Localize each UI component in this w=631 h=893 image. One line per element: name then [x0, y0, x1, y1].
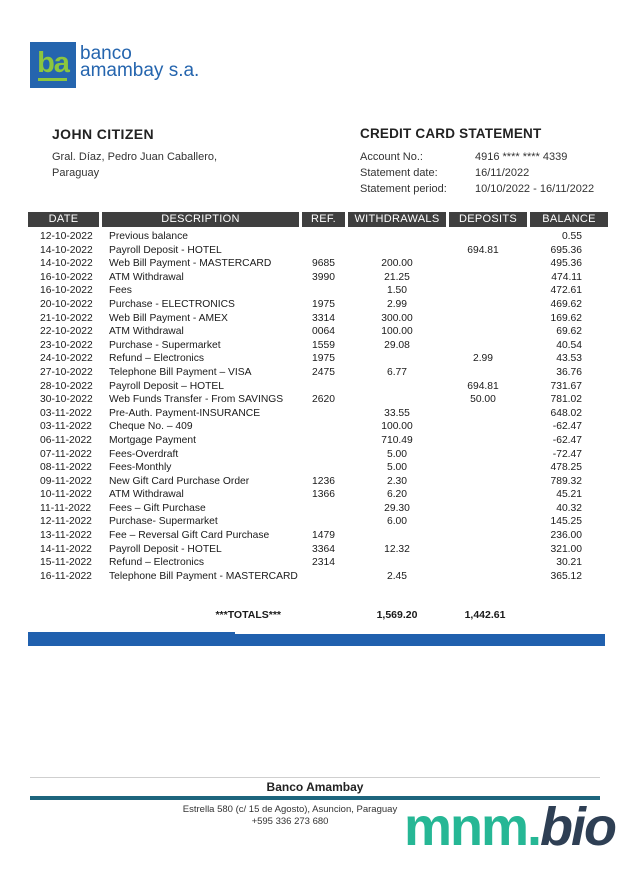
cell-balance: 781.02 [550, 394, 582, 406]
cell-balance: 40.32 [556, 502, 582, 514]
table-row [28, 366, 608, 380]
footer-top-divider [30, 777, 600, 778]
cell-description: ATM Withdrawal [109, 271, 184, 283]
cell-withdrawals: 2.45 [386, 570, 408, 582]
table-row [28, 257, 608, 271]
cell-description: Refund – Electronics [109, 353, 205, 365]
cell-description: Web Bill Payment - MASTERCARD [109, 258, 272, 270]
cell-balance: 789.32 [550, 475, 582, 487]
cell-balance: 45.21 [556, 489, 582, 501]
cell-date: 16-11-2022 [40, 570, 92, 582]
cell-ref: 3364 [312, 543, 335, 555]
cell-description: ATM Withdrawal [109, 489, 184, 501]
statement-field-account [360, 149, 610, 165]
table-row [28, 380, 608, 394]
table-row [28, 244, 608, 258]
account-number-value: 4916 **** **** 4339 [475, 151, 568, 163]
cell-description: Payroll Deposit - HOTEL [109, 543, 222, 555]
blue-separator-bar [28, 634, 605, 646]
header-ref: REF. [302, 212, 345, 227]
bank-logo-icon [30, 42, 76, 88]
cell-description: Fees-Monthly [109, 462, 172, 474]
cell-ref: 1559 [312, 339, 335, 351]
cell-withdrawals: 300.00 [381, 312, 413, 324]
cell-balance: 30.21 [556, 557, 582, 569]
table-row [28, 461, 608, 475]
table-row [28, 434, 608, 448]
bank-logo-underline [38, 78, 67, 81]
cell-description: Web Funds Transfer - From SAVINGS [109, 394, 284, 406]
statement-title: CREDIT CARD STATEMENT [360, 126, 542, 141]
cell-withdrawals: 6.00 [386, 516, 408, 528]
cell-description: Purchase - Supermarket [109, 339, 221, 351]
cell-withdrawals: 29.08 [384, 339, 410, 351]
cell-balance: 472.61 [550, 285, 582, 297]
cell-balance: 36.76 [556, 366, 582, 378]
cell-date: 07-11-2022 [40, 448, 92, 460]
table-row [28, 502, 608, 516]
cell-date: 27-10-2022 [40, 366, 93, 378]
cell-date: 12-10-2022 [40, 231, 93, 242]
table-row [28, 284, 608, 298]
cell-balance: -62.47 [552, 434, 582, 446]
cell-deposits: 694.81 [467, 244, 499, 256]
cell-date: 03-11-2022 [40, 421, 92, 433]
cell-deposits: 2.99 [472, 353, 494, 365]
header-balance: BALANCE [530, 212, 608, 227]
totals-row [28, 609, 608, 623]
cell-date: 15-11-2022 [40, 557, 92, 569]
table-row [28, 488, 608, 502]
totals-label: ***TOTALS*** [215, 609, 281, 622]
table-row [28, 556, 608, 570]
cell-withdrawals: 5.00 [386, 462, 408, 474]
table-row [28, 230, 608, 244]
customer-block [52, 126, 217, 181]
footer-address: Estrella 580 (c/ 15 de Agosto), Asuncion, Paraguay [182, 804, 398, 815]
totals-deposits: 1,442.61 [464, 609, 506, 622]
table-header [28, 212, 608, 227]
table-row [28, 339, 608, 353]
cell-description: Web Bill Payment - AMEX [109, 312, 228, 324]
cell-withdrawals: 6.20 [386, 489, 408, 501]
cell-description: ATM Withdrawal [109, 326, 184, 338]
cell-ref: 2314 [312, 557, 335, 569]
cell-date: 16-10-2022 [40, 285, 93, 297]
table-row [28, 448, 608, 462]
cell-balance: 474.11 [551, 271, 582, 283]
cell-date: 24-10-2022 [40, 353, 93, 365]
cell-date: 22-10-2022 [40, 326, 93, 338]
cell-description: Previous balance [109, 231, 188, 242]
cell-date: 06-11-2022 [40, 434, 92, 446]
cell-withdrawals: 12.32 [384, 543, 410, 555]
cell-description: Refund – Electronics [109, 557, 205, 569]
cell-balance: -72.47 [552, 448, 582, 460]
cell-withdrawals: 2.99 [386, 298, 408, 310]
account-number-label: Account No.: [360, 151, 423, 163]
cell-ref: 2620 [312, 394, 335, 406]
statement-date-value: 16/11/2022 [475, 167, 530, 179]
totals-spacer [302, 609, 345, 623]
cell-withdrawals: 5.00 [386, 448, 408, 460]
cell-date: 08-11-2022 [40, 462, 92, 474]
table-row [28, 407, 608, 421]
cell-date: 12-11-2022 [40, 516, 92, 528]
table-row [28, 529, 608, 543]
bank-logo-monogram: ba [37, 46, 69, 79]
table-row [28, 543, 608, 557]
cell-date: 14-10-2022 [40, 258, 93, 270]
cell-withdrawals: 29.30 [384, 502, 410, 514]
totals-spacer [530, 609, 608, 623]
cell-ref: 1236 [312, 475, 335, 487]
cell-balance: 695.36 [550, 244, 582, 256]
cell-date: 10-11-2022 [40, 489, 92, 501]
cell-ref: 1975 [312, 353, 335, 365]
table-row [28, 420, 608, 434]
cell-description: Fees-Overdraft [109, 448, 179, 460]
cell-balance: 43.53 [556, 353, 582, 365]
table-row [28, 325, 608, 339]
cell-date: 03-11-2022 [40, 407, 92, 419]
footer-bank-name: Banco Amambay [266, 780, 364, 794]
cell-balance: 169.62 [550, 312, 582, 324]
cell-description: Payroll Deposit - HOTEL [109, 244, 222, 256]
cell-withdrawals: 2.30 [386, 475, 408, 487]
cell-ref: 1479 [312, 530, 335, 542]
cell-withdrawals: 33.55 [384, 407, 410, 419]
cell-description: Fee – Reversal Gift Card Purchase [109, 530, 270, 542]
cell-balance: 145.25 [550, 516, 582, 528]
bank-name-line1: banco [80, 43, 132, 64]
cell-date: 11-11-2022 [40, 502, 92, 514]
cell-date: 30-10-2022 [40, 394, 93, 406]
cell-description: Fees [109, 285, 132, 297]
cell-date: 28-10-2022 [40, 380, 93, 392]
table-row [28, 570, 608, 584]
cell-date: 09-11-2022 [40, 475, 92, 487]
statement-date-label: Statement date: [360, 167, 438, 179]
cell-balance: 731.67 [550, 380, 582, 392]
customer-name: JOHN CITIZEN [52, 126, 155, 142]
cell-ref: 1975 [312, 298, 335, 310]
statement-period-label: Statement period: [360, 183, 447, 195]
cell-deposits: 694.81 [467, 380, 499, 392]
table-row [28, 352, 608, 366]
statement-period-value: 10/10/2022 - 16/11/2022 [475, 183, 595, 195]
cell-balance: 0.55 [561, 231, 582, 242]
cell-balance: 648.02 [550, 407, 582, 419]
cell-description: Fees – Gift Purchase [109, 502, 206, 514]
cell-date: 14-11-2022 [40, 543, 92, 555]
bank-brand-text [80, 42, 199, 79]
totals-withdrawals: 1,569.20 [376, 609, 418, 622]
watermark-teal-part: mnm. [403, 797, 541, 857]
table-row [28, 393, 608, 407]
cell-withdrawals: 6.77 [386, 366, 408, 378]
header-description: DESCRIPTION [102, 212, 299, 227]
cell-balance: 478.25 [550, 462, 582, 474]
cell-ref: 1366 [312, 489, 335, 501]
cell-description: Telephone Bill Payment - MASTERCARD [109, 570, 298, 582]
cell-withdrawals: 200.00 [381, 258, 413, 270]
header-deposits: DEPOSITS [449, 212, 527, 227]
cell-date: 21-10-2022 [40, 312, 93, 324]
cell-withdrawals: 1.50 [386, 285, 408, 297]
statement-field-date [360, 165, 610, 181]
cell-date: 16-10-2022 [40, 271, 93, 283]
cell-withdrawals: 100.00 [381, 326, 413, 338]
cell-balance: 40.54 [556, 339, 582, 351]
bank-logo [30, 42, 199, 88]
customer-address-line2: Paraguay [52, 167, 100, 179]
cell-date: 23-10-2022 [40, 339, 93, 351]
cell-withdrawals: 100.00 [381, 421, 413, 433]
table-row [28, 271, 608, 285]
cell-date: 20-10-2022 [40, 298, 93, 310]
cell-ref: 2475 [312, 366, 335, 378]
header-withdrawals: WITHDRAWALS [348, 212, 446, 227]
cell-description: Purchase - ELECTRONICS [109, 298, 235, 310]
cell-deposits: 50.00 [470, 394, 496, 406]
cell-description: Mortgage Payment [109, 434, 196, 446]
table-row [28, 312, 608, 326]
cell-description: Cheque No. – 409 [109, 421, 193, 433]
cell-balance: 495.36 [550, 258, 582, 270]
cell-ref: 3314 [312, 312, 335, 324]
cell-ref: 3990 [312, 271, 335, 283]
table-body [28, 230, 608, 583]
table-row [28, 475, 608, 489]
statement-info-block [360, 126, 610, 197]
customer-address-line1: Gral. Díaz, Pedro Juan Caballero, [52, 151, 218, 163]
cell-description: Pre-Auth. Payment-INSURANCE [109, 407, 261, 419]
cell-description: Telephone Bill Payment – VISA [109, 366, 252, 378]
cell-date: 13-11-2022 [40, 530, 92, 542]
cell-description: New Gift Card Purchase Order [109, 475, 250, 487]
cell-ref: 0064 [312, 326, 335, 338]
cell-description: Purchase- Supermarket [109, 516, 218, 528]
cell-description: Payroll Deposit – HOTEL [109, 380, 225, 392]
statement-fields [360, 149, 610, 197]
cell-balance: 69.62 [556, 326, 582, 338]
customer-address [52, 149, 217, 181]
cell-balance: -62.47 [552, 421, 582, 433]
cell-balance: 236.00 [550, 530, 582, 542]
cell-date: 14-10-2022 [40, 244, 93, 256]
cell-withdrawals: 710.49 [381, 434, 413, 446]
statement-field-period [360, 181, 610, 197]
header-date: DATE [28, 212, 99, 227]
cell-balance: 469.62 [550, 298, 582, 310]
totals-spacer [28, 609, 99, 623]
cell-withdrawals: 21.25 [384, 271, 410, 283]
footer-phone: +595 336 273 680 [251, 815, 329, 827]
bank-name-line2: amambay s.a. [80, 60, 200, 81]
transactions-table [28, 212, 608, 623]
table-row [28, 298, 608, 312]
cell-balance: 321.00 [550, 543, 582, 555]
cell-ref: 9685 [312, 258, 335, 270]
cell-balance: 365.12 [550, 570, 582, 582]
watermark-dark-part: bio [540, 797, 615, 857]
table-row [28, 515, 608, 529]
mnm-bio-watermark [404, 796, 615, 858]
